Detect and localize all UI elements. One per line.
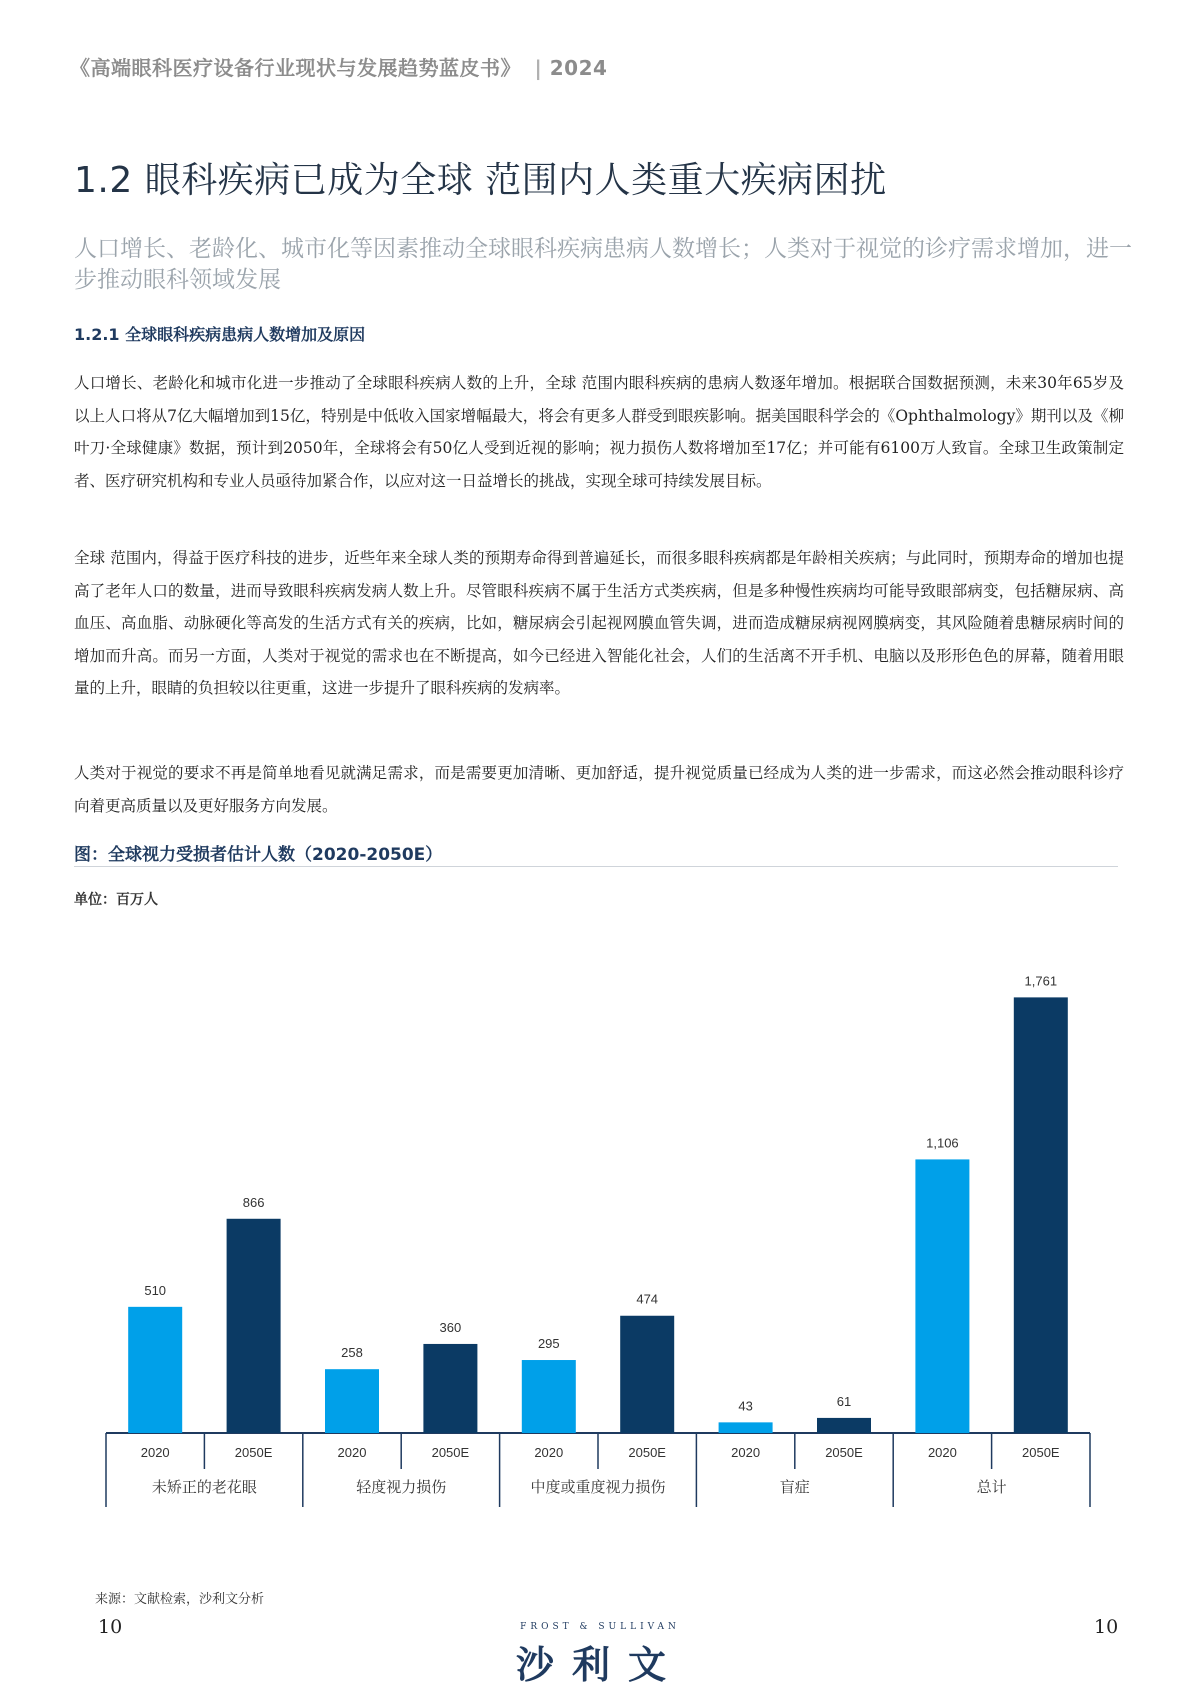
- section-subtitle: 人口增长、老龄化、城市化等因素推动全球眼科疾病患病人数增长；人类对于视觉的诊疗需求增加，进一步推动眼科领域发展: [74, 236, 1132, 293]
- section-title: 1.2 眼科疾病已成为全球 范围内人类重大疾病困扰: [74, 160, 887, 201]
- bar-value-label: 510: [144, 1282, 167, 1298]
- group-label: 未矫正的老花眼: [151, 1479, 257, 1496]
- bar-2020: [719, 1422, 773, 1433]
- x-tick-label: 2050E: [628, 1445, 666, 1460]
- bar-value-label: 474: [636, 1291, 659, 1307]
- report-header: [70, 52, 607, 81]
- bar-chart: [0, 940, 1200, 1540]
- bar-2050E: [227, 1219, 281, 1433]
- bar-2020: [325, 1369, 379, 1433]
- report-year: 2024: [549, 56, 608, 80]
- bar-2050E: [423, 1344, 477, 1433]
- x-tick-label: 2020: [337, 1445, 367, 1460]
- bar-2050E: [817, 1418, 871, 1433]
- figure-unit: 单位：百万人: [74, 892, 158, 908]
- body-paragraph-1: 人口增长、老龄化和城市化进一步推动了全球眼科疾病人数的上升，全球 范围内眼科疾病的患病人数逐年增加。根据联合国数据预测，未来30年65岁及以上人口将从7亿大幅增加到15亿，特别是中低收入国家增幅最大，将会有更多人群受到眼疾影响。据美国眼科学会的《Ophthalmology》期刊以及《柳叶刀·全球健康》数据，预计到2050年，全球将会有50亿人受到近视的影响；视力损伤人数将增加至17亿；并可能有6100万人致盲。全球卫生政策制定者、医疗研究机构和专业人员亟待加紧合作，以应对这一日益增长的挑战，实现全球可持续发展目标。: [74, 374, 1124, 490]
- header-separator: |: [534, 56, 543, 80]
- x-tick-label: 2050E: [431, 1445, 470, 1460]
- logo-chinese-text: 沙利文: [515, 1643, 684, 1687]
- bar-value-label: 360: [439, 1319, 462, 1335]
- bar-2050E: [620, 1316, 674, 1433]
- figure-divider: [74, 866, 1118, 867]
- bar-2020: [915, 1159, 969, 1433]
- bar-2020: [128, 1307, 182, 1433]
- bar-value-label: 1,761: [1024, 973, 1058, 989]
- x-tick-label: 2020: [927, 1445, 957, 1460]
- body-paragraph-3: 人类对于视觉的要求不再是简单地看见就满足需求，而是需要更加清晰、更加舒适，提升视觉质量已经成为人类的进一步需求，而这必然会推动眼科诊疗向着更高质量以及更好服务方向发展。: [74, 764, 1124, 815]
- x-tick-label: 2050E: [234, 1445, 273, 1460]
- bar-2050E: [1014, 997, 1068, 1433]
- report-title: 《高端眼科医疗设备行业现状与发展趋势蓝皮书》: [70, 56, 521, 80]
- subsection-title: 1.2.1 全球眼科疾病患病人数增加及原因: [74, 325, 366, 344]
- bar-value-label: 61: [836, 1393, 852, 1409]
- bar-value-label: 295: [537, 1336, 560, 1352]
- group-label: 中度或重度视力损伤: [530, 1479, 666, 1496]
- logo-english-text: FROST & SULLIVAN: [520, 1622, 680, 1632]
- x-tick-label: 2020: [731, 1445, 761, 1460]
- bar-value-label: 43: [738, 1398, 753, 1414]
- group-label: 轻度视力损伤: [356, 1479, 447, 1496]
- group-label: 总计: [976, 1479, 1007, 1496]
- group-label: 盲症: [779, 1479, 810, 1496]
- x-tick-label: 2050E: [1022, 1445, 1060, 1460]
- figure-title: 图：全球视力受损者估计人数（2020-2050E）: [74, 845, 443, 865]
- body-paragraph-2: 全球 范围内，得益于医疗科技的进步，近些年来全球人类的预期寿命得到普遍延长，而很多眼科疾病都是年龄相关疾病；与此同时，预期寿命的增加也提高了老年人口的数量，进而导致眼科疾病发病人数上升。尽管眼科疾病不属于生活方式类疾病，但是多种慢性疾病均可能导致眼部病变，包括糖尿病、高血压、高血脂、动脉硬化等高发的生活方式有关的疾病，比如，糖尿病会引起视网膜血管失调，进而造成糖尿病视网膜病变，其风险随着患糖尿病时间的增加而升高。而另一方面，人类对于视觉的需求也在不断提高，如今已经进入智能化社会，人们的生活离不开手机、电脑以及形形色色的屏幕，随着用眼量的上升，眼睛的负担较以往更重，这进一步提升了眼科疾病的发病率。: [74, 549, 1124, 697]
- page-number-right: 10: [1094, 1616, 1119, 1638]
- x-tick-label: 2050E: [825, 1445, 863, 1460]
- page-number-left: 10: [98, 1616, 123, 1638]
- source-note: 来源：文献检索，沙利文分析: [95, 1592, 265, 1607]
- x-tick-label: 2020: [140, 1445, 170, 1460]
- bar-value-label: 258: [341, 1345, 363, 1361]
- bar-2020: [522, 1360, 576, 1433]
- bar-value-label: 866: [242, 1194, 265, 1210]
- frost-sullivan-logo: [500, 1622, 700, 1689]
- bar-value-label: 1,106: [926, 1135, 959, 1151]
- x-tick-label: 2020: [534, 1445, 564, 1460]
